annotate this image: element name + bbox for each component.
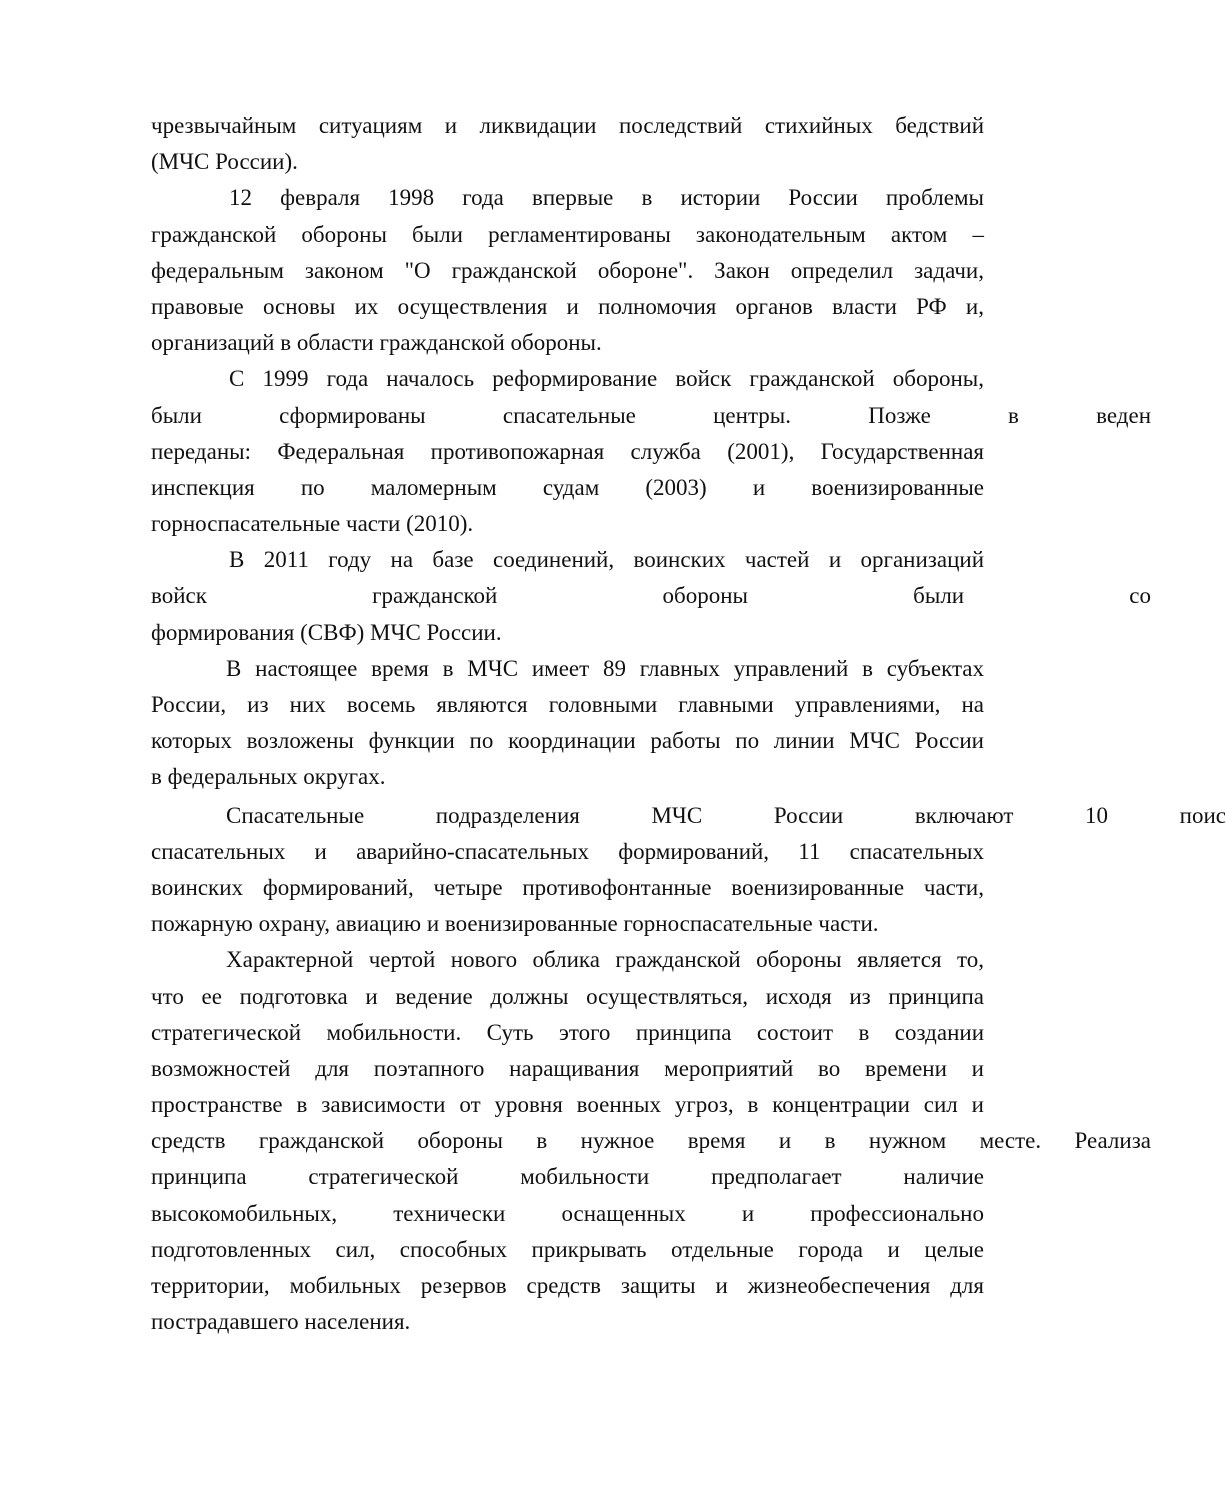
document-body xyxy=(151,108,1226,1340)
text-line: С 1999 года началось реформирование войск гражданской обороны, xyxy=(229,366,984,392)
text-line: подготовленных сил, способных прикрывать отдельные города и целые xyxy=(151,1236,984,1262)
text-line: пострадавшего населения. xyxy=(151,1309,411,1335)
text-line: войск гражданской обороны были со xyxy=(151,583,1151,609)
text-line: высокомобильных, технически оснащенных и профессионально xyxy=(151,1200,984,1226)
text-line: организаций в области гражданской обороны. xyxy=(151,330,602,356)
text-line: были сформированы спасательные центры. Позже в веден xyxy=(151,402,1151,428)
text-line: формирования (СВФ) МЧС России. xyxy=(151,619,502,645)
text-line: инспекция по маломерным судам (2003) и военизированные xyxy=(151,474,984,500)
text-line: пространстве в зависимости от уровня военных угроз, в концентрации сил и xyxy=(151,1092,984,1118)
text-line: которых возложены функции по координации работы по линии МЧС России xyxy=(151,728,984,754)
text-line: средств гражданской обороны в нужное время и в нужном месте. Реализа xyxy=(151,1128,1151,1154)
text-line: правовые основы их осуществления и полномочия органов власти РФ и, xyxy=(151,293,984,319)
text-line: Характерной чертой нового облика гражданской обороны является то, xyxy=(226,947,984,973)
text-line: воинских формирований, четыре противофонтанные военизированные части, xyxy=(151,874,984,900)
text-line: В 2011 году на базе соединений, воинских частей и организаций xyxy=(229,547,984,573)
text-line: (МЧС России). xyxy=(151,149,298,175)
text-line: пожарную охрану, авиацию и военизированные горноспасательные части. xyxy=(151,911,879,937)
text-line: что ее подготовка и ведение должны осуществляться, исходя из принципа xyxy=(151,983,984,1009)
text-line: 12 февраля 1998 года впервые в истории России проблемы xyxy=(229,185,984,211)
text-line: чрезвычайным ситуациям и ликвидации последствий стихийных бедствий xyxy=(151,113,984,138)
text-line: горноспасательные части (2010). xyxy=(151,511,474,537)
text-line: спасательных и аварийно-спасательных формирований, 11 спасательных xyxy=(151,838,984,864)
text-line: в федеральных округах. xyxy=(151,764,386,790)
text-line: принципа стратегической мобильности предполагает наличие xyxy=(151,1164,984,1190)
text-line: федеральным законом "О гражданской обороне". Закон определил задачи, xyxy=(151,257,984,283)
text-line: России, из них восемь являются головными главными управлениями, на xyxy=(151,692,984,717)
text-line: В настоящее время в МЧС имеет 89 главных управлений в субъектах xyxy=(226,655,984,681)
text-line: стратегической мобильности. Суть этого принципа состоит в создании xyxy=(151,1019,984,1045)
text-line: переданы: Федеральная противопожарная служба (2001), Государственная xyxy=(151,438,984,464)
text-line: территории, мобильных резервов средств защиты и жизнеобеспечения для xyxy=(151,1273,984,1298)
text-line: гражданской обороны были регламентированы законодательным актом – xyxy=(151,221,984,247)
text-line: Спасательные подразделения МЧС России включают 10 поис xyxy=(226,802,1226,828)
text-line: возможностей для поэтапного наращивания мероприятий во времени и xyxy=(151,1055,984,1081)
